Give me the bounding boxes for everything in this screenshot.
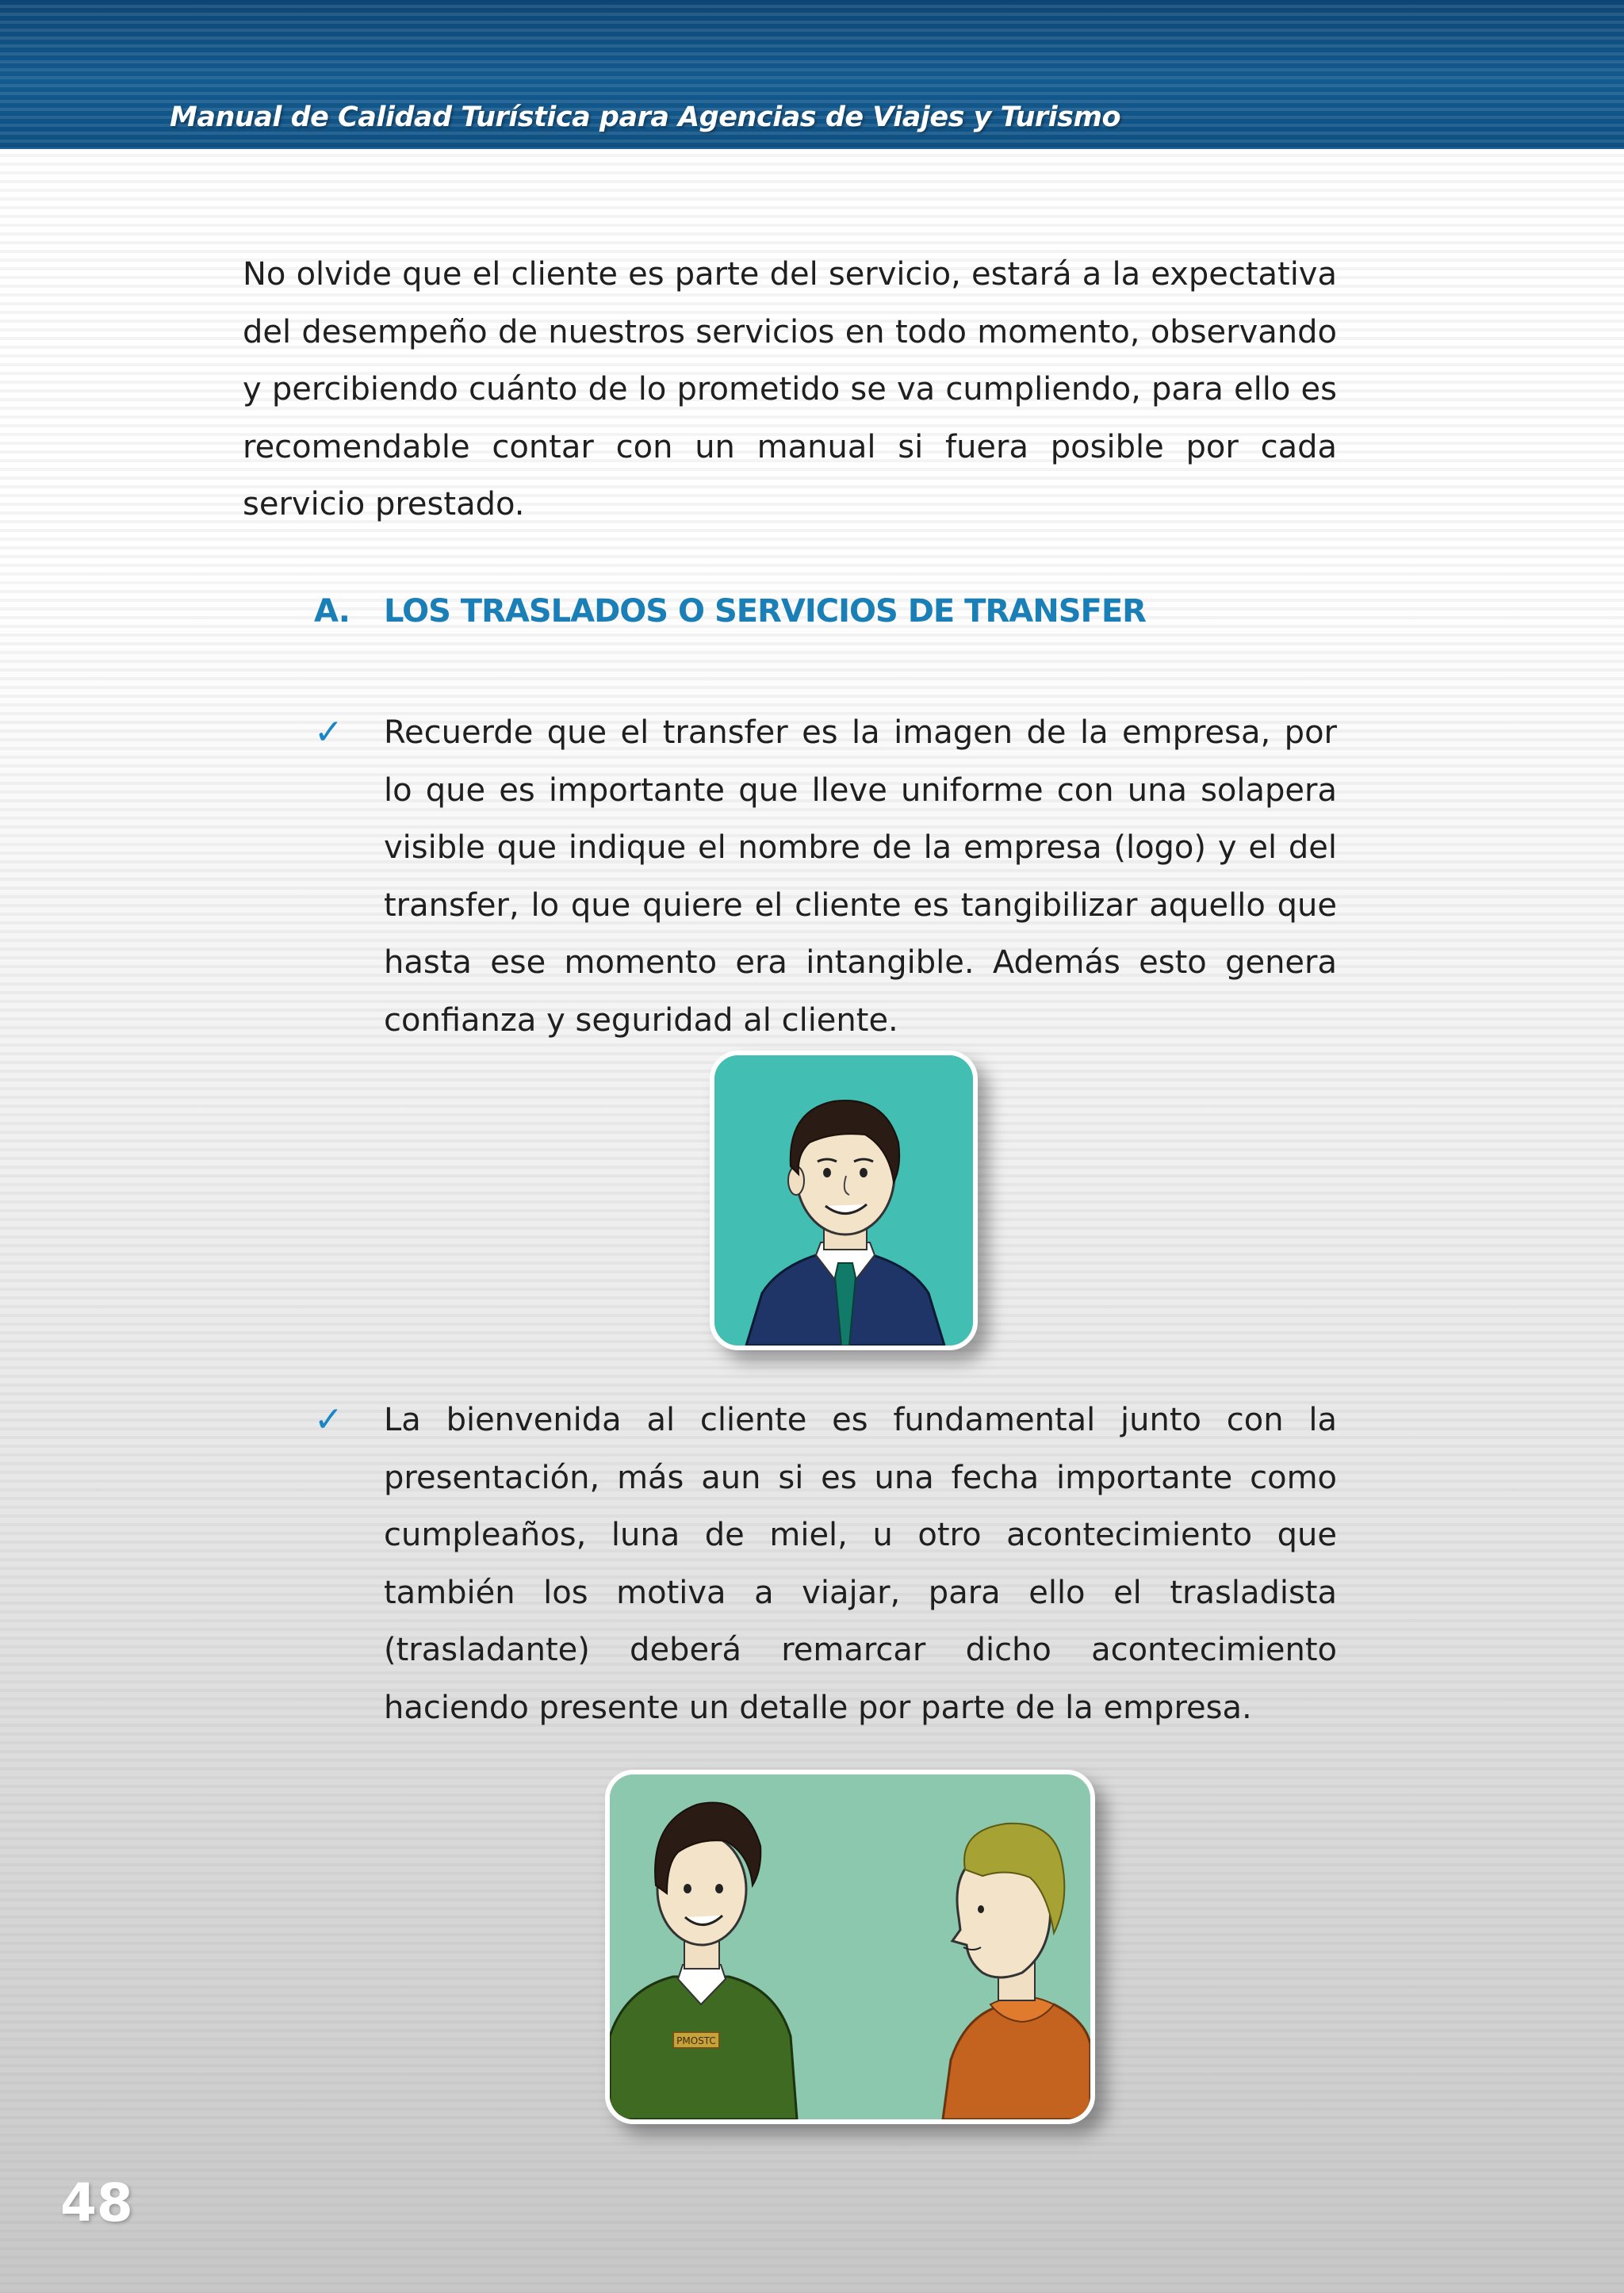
list-item: [314, 1391, 1337, 1736]
section-heading: [314, 593, 1146, 630]
welcome-greeting-illustration: [605, 1770, 1095, 2124]
header-title: Manual de Calidad Turística para Agencias de Viajes y Turismo: [170, 101, 1121, 133]
list-item: [314, 704, 1337, 1049]
uniform-badge: PMOSTC: [676, 2035, 716, 2046]
checkmark-icon: ✓: [314, 713, 343, 752]
checkmark-icon: ✓: [314, 1400, 343, 1439]
section-title: LOS TRASLADOS O SERVICIOS DE TRANSFER: [384, 593, 1146, 630]
page-number: 48: [60, 2172, 133, 2234]
intro-paragraph: No olvide que el cliente es parte del servicio, estará a la expectativa del desempeño de nuestros servicios en todo momento, observando y percibiendo cuánto de lo prometido se va cumpliendo, para ello es recomendable contar con un manual si fuera posible por cada servicio prestado.: [243, 256, 1337, 523]
page-header: [0, 0, 1624, 149]
transfer-agent-illustration: [710, 1051, 978, 1350]
bullet-text: Recuerde que el transfer es la imagen de la empresa, por lo que es importante que lleve uniforme con una solapera visible que indique el nombre de la empresa (logo) y el del transfer, lo que quiere el cliente es tangibilizar aquello que hasta ese momento era intangible. Además esto genera confianza y seguridad al cliente.: [384, 714, 1337, 1039]
bullet-text: La bienvenida al cliente es fundamental junto con la presentación, más aun si es una fecha importante como cumpleaños, luna de miel, u otro acontecimiento que también los motiva a viajar, para ello el trasladista (trasladante) deberá remarcar dicho acontecimiento haciendo presente un detalle por parte de la empresa.: [384, 1402, 1337, 1726]
section-letter: A.: [314, 593, 350, 630]
